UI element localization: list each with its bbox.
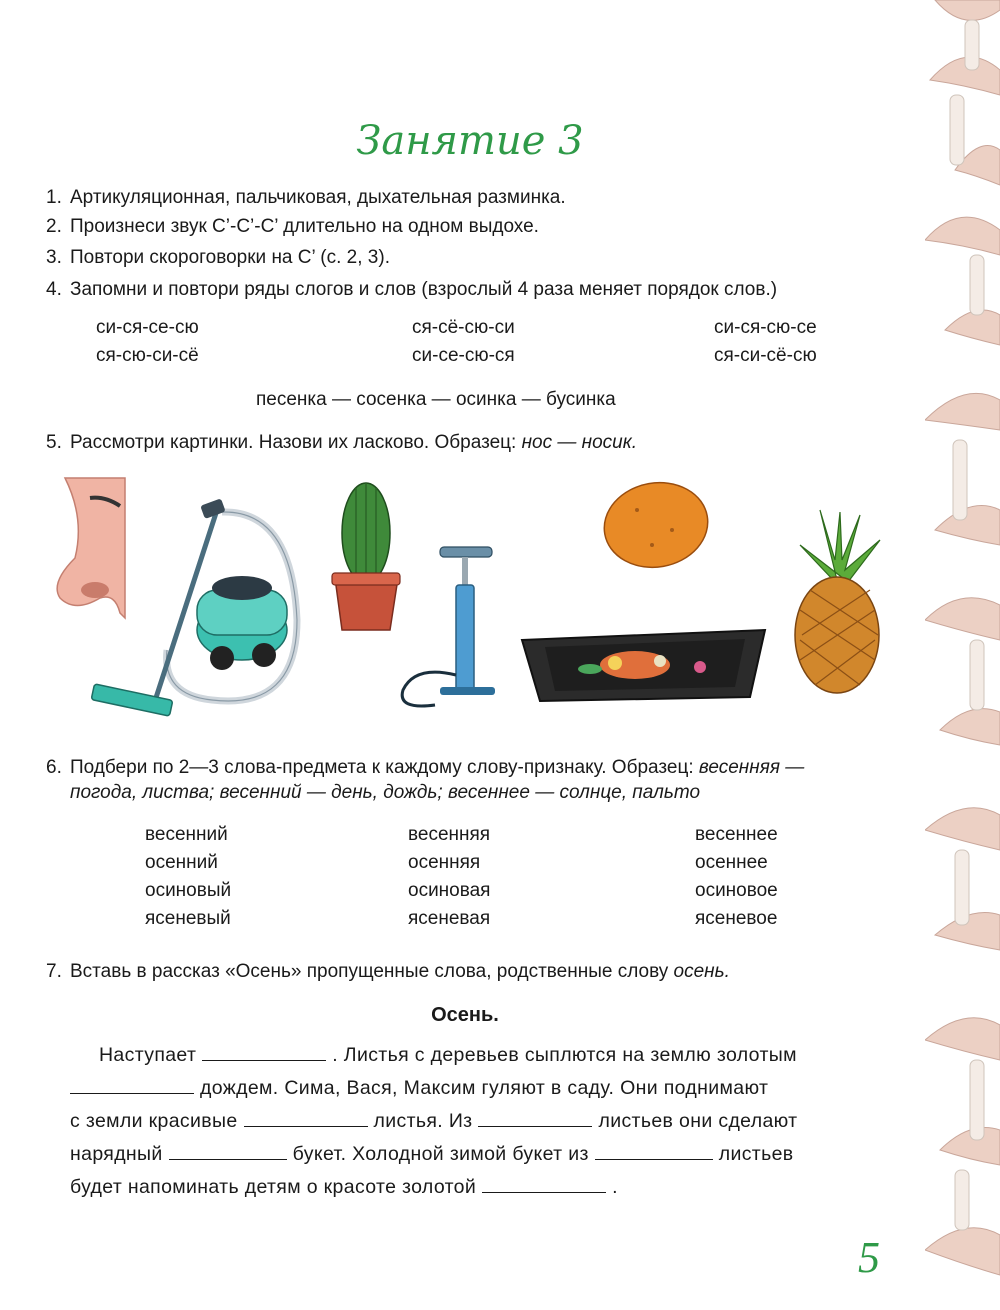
story-line-5 [70, 1171, 618, 1204]
pineapple-icon [790, 510, 885, 695]
adjective-word: осиновое [695, 880, 778, 901]
adjective-word: осиновая [408, 880, 491, 901]
task-5-number: 5. [46, 432, 62, 453]
adjective-word: ясеневый [145, 908, 231, 929]
adjective-word: ясеневая [408, 908, 491, 929]
lesson-title: Занятие 3 [356, 118, 584, 164]
task-2-text: Произнеси звук С’-С’-С’ длительно на одном выдохе. [70, 216, 539, 237]
story-line-4 [70, 1138, 794, 1171]
task-6-example-1: весенняя — [698, 757, 805, 778]
story-text: нарядный [70, 1143, 163, 1165]
adjective-word: весенний [145, 824, 228, 845]
potato-icon [602, 480, 710, 570]
task-3-text: Повтори скороговорки на С’ (с. 2, 3). [70, 247, 390, 268]
syllable-row: ся-сё-сю-си [412, 317, 515, 338]
task-3 [46, 246, 390, 270]
story-line-3 [70, 1105, 797, 1138]
task-7-number: 7. [46, 961, 62, 982]
story-text: листьев [718, 1143, 794, 1165]
task-5-text: Рассмотри картинки. Назови их ласково. Образец: [70, 432, 522, 453]
task-1-text: Артикуляционная, пальчиковая, дыхательная разминка. [70, 187, 566, 208]
task-3-number: 3. [46, 247, 62, 268]
task-4 [46, 278, 777, 302]
mushroom-border-decoration [925, 0, 1000, 1310]
vacuum-cleaner-icon [92, 500, 302, 725]
task-4-number: 4. [46, 279, 62, 300]
story-text: . [612, 1176, 618, 1198]
answer-blank-3[interactable] [244, 1108, 368, 1127]
cactus-icon [330, 478, 400, 633]
task-5 [46, 431, 637, 455]
syllable-row: ся-сю-си-сё [96, 345, 199, 366]
story-text: дождем. Сима, Вася, Максим гуляют в саду. Они поднимают [200, 1077, 769, 1099]
story-heading: Осень. [431, 1004, 499, 1026]
story-line-2 [70, 1072, 768, 1105]
answer-blank-5[interactable] [169, 1141, 287, 1160]
syllable-row: си-ся-се-сю [96, 317, 199, 338]
task-2 [46, 215, 539, 239]
adjective-word: весеннее [695, 824, 778, 845]
pump-icon [395, 545, 505, 710]
story-text: с земли красивые [70, 1110, 238, 1132]
adjective-word: осеннее [695, 852, 768, 873]
answer-blank-4[interactable] [478, 1108, 592, 1127]
task-7-text: Вставь в рассказ «Осень» пропущенные слова, родственные слову [70, 961, 674, 982]
word-chain: песенка — сосенка — осинка — бусинка [256, 389, 616, 410]
task-1-number: 1. [46, 187, 62, 208]
task-6-example-2: погода, листва; весенний — день, дождь; весеннее — солнце, пальто [70, 782, 701, 803]
tray-icon [520, 625, 770, 703]
story-text: листья. Из [373, 1110, 473, 1132]
task-6-number: 6. [46, 757, 62, 778]
answer-blank-7[interactable] [482, 1174, 606, 1193]
task-6 [46, 756, 804, 780]
task-7-example: осень. [673, 961, 730, 982]
adjective-word: осиновый [145, 880, 232, 901]
syllable-row: ся-си-сё-сю [714, 345, 817, 366]
story-text: букет. Холодной зимой букет из [292, 1143, 589, 1165]
answer-blank-6[interactable] [595, 1141, 713, 1160]
task-1 [46, 186, 566, 210]
adjective-word: весенняя [408, 824, 491, 845]
adjective-word: осенняя [408, 852, 481, 873]
syllable-row: си-се-сю-ся [412, 345, 515, 366]
story-text: будет напоминать детям о красоте золотой [70, 1176, 477, 1198]
adjective-word: ясеневое [695, 908, 778, 929]
story-text: . Листья с деревьев сыплются на землю золотым [332, 1044, 797, 1066]
answer-blank-2[interactable] [70, 1075, 194, 1094]
task-6-text: Подбери по 2—3 слова-предмета к каждому слову-признаку. Образец: [70, 757, 699, 778]
task-2-number: 2. [46, 216, 62, 237]
story-line-1 [99, 1039, 797, 1072]
task-5-example: нос — носик. [521, 432, 637, 453]
page-number: 5 [858, 1233, 880, 1282]
story-text: Наступает [99, 1044, 197, 1066]
syllable-row: си-ся-сю-се [714, 317, 817, 338]
task-7 [46, 960, 730, 984]
task-4-text: Запомни и повтори ряды слогов и слов (взрослый 4 раза меняет порядок слов.) [70, 279, 778, 300]
adjective-word: осенний [145, 852, 218, 873]
answer-blank-1[interactable] [202, 1042, 326, 1061]
story-text: листьев они сделают [598, 1110, 798, 1132]
